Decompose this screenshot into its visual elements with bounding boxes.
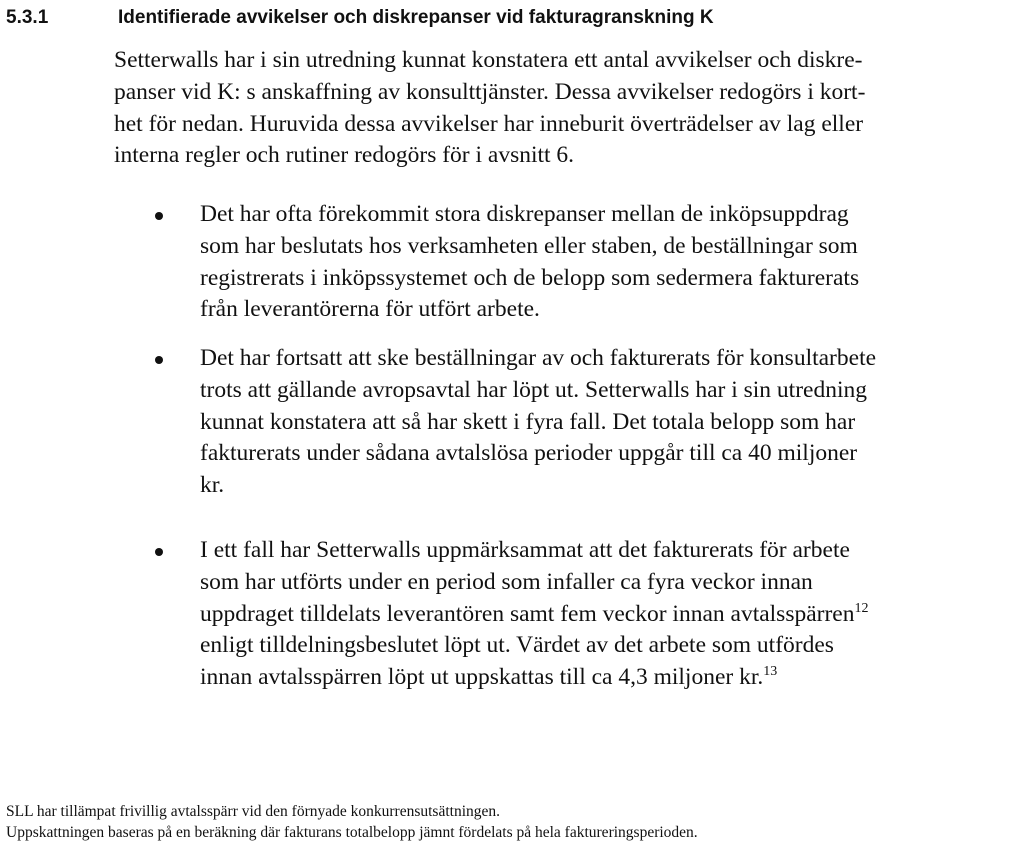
bullet-line: kr.	[200, 472, 225, 499]
footnotes	[6, 801, 698, 843]
bullet-line: kunnat konstatera att så har skett i fyra fall. Det totala belopp som har	[200, 408, 856, 435]
intro-line: Setterwalls har i sin utredning kunnat konstatera ett antal avvikelser och diskre-	[114, 47, 863, 73]
footnote: SLL har tillämpat frivillig avtalsspärr vid den förnyade konkurrensutsättningen.	[6, 803, 501, 820]
bullet-line-text: uppdraget tilldelats leverantören samt fem veckor innan avtalsspärren	[200, 600, 855, 627]
bullet-line: Det har fortsatt att ske beställningar av och fakturerats för konsultarbete	[200, 345, 877, 371]
bullet-line: som har utförts under en period som infaller ca fyra veckor innan	[200, 568, 813, 595]
bullet-text	[200, 343, 876, 502]
footnote: Uppskattningen baseras på en beräkning där fakturans totalbelopp jämnt fördelats på hela faktureringsperioden.	[6, 824, 698, 841]
bullet-icon	[155, 548, 163, 556]
footnote-ref: 13	[763, 664, 778, 680]
section-number: 5.3.1	[6, 7, 49, 28]
intro-paragraph	[114, 45, 1014, 172]
section-heading	[6, 4, 714, 32]
intro-line: het för nedan. Huruvida dessa avvikelser har inneburit överträdelser av lag eller	[114, 110, 864, 137]
intro-line: interna regler och rutiner redogörs för i avsnitt 6.	[114, 142, 575, 169]
bullet-line: Det har ofta förekommit stora diskrepanser mellan de inköpsuppdrag	[200, 201, 849, 227]
bullet-line: enligt tilldelningsbeslutet löpt ut. Värdet av det arbete som utfördes	[200, 632, 834, 659]
bullet-line: fakturerats under sådana avtalslösa perioder uppgår till ca 40 miljoner	[200, 440, 858, 467]
section-title: Identifierade avvikelser och diskrepanser vid fakturagranskning K	[118, 7, 714, 28]
bullet-line	[200, 599, 869, 631]
bullet-line: som har beslutats hos verksamheten eller staben, de beställningar som	[200, 232, 858, 259]
bullet-line	[200, 662, 869, 694]
bullet-text	[200, 535, 869, 694]
bullet-line: från leverantörerna för utfört arbete.	[200, 296, 540, 323]
bullet-line: registrerats i inköpssystemet och de belopp som sedermera fakturerats	[200, 264, 860, 291]
bullet-line: trots att gällande avropsavtal har löpt ut. Setterwalls har i sin utredning	[200, 376, 867, 403]
bullet-text	[200, 199, 859, 326]
bullet-line: I ett fall har Setterwalls uppmärksammat att det fakturerats för arbete	[200, 537, 850, 563]
bullet-line-text: innan avtalsspärren löpt ut uppskattas till ca 4,3 miljoner kr.	[200, 664, 764, 691]
intro-line: panser vid K: s anskaffning av konsulttjänster. Dessa avvikelser redogörs i kort-	[114, 78, 866, 105]
bullet-icon	[155, 212, 163, 220]
bullet-icon	[155, 356, 163, 364]
footnote-ref: 12	[854, 600, 869, 616]
